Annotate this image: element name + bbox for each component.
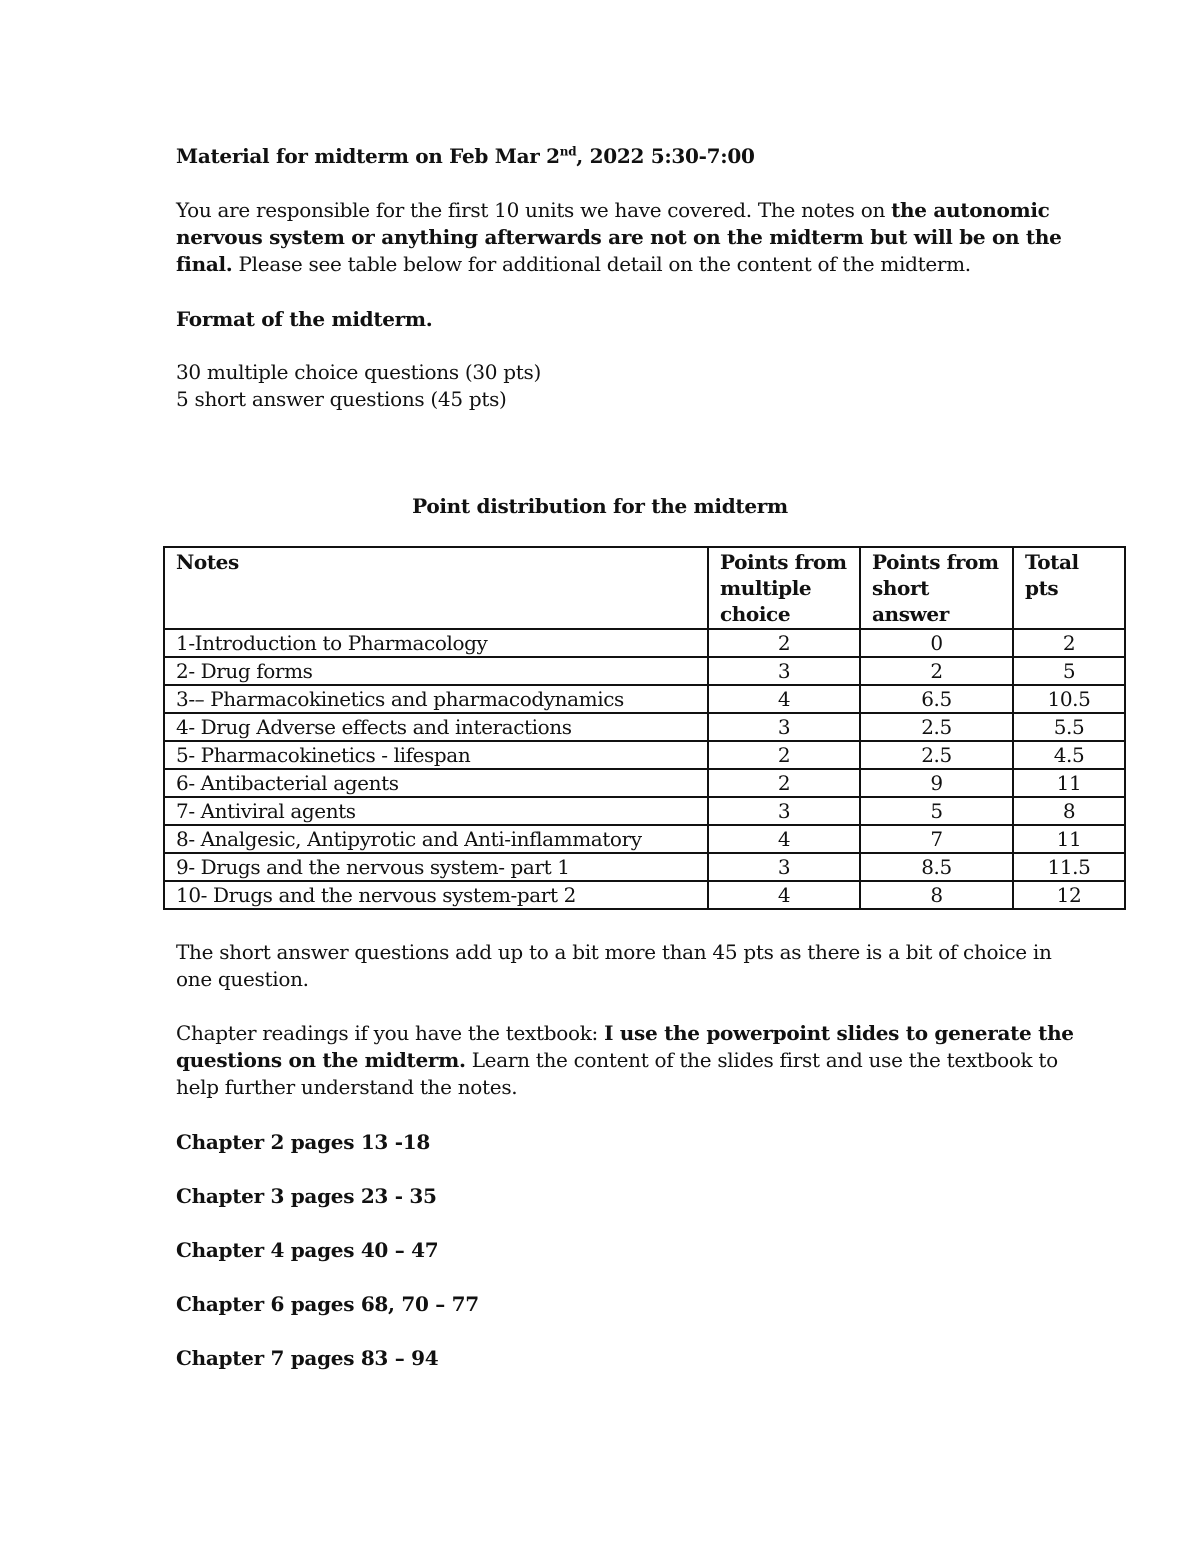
total-cell: 12	[1013, 881, 1125, 909]
short-answer-cell: 2.5	[860, 741, 1013, 769]
table-row	[164, 881, 1125, 909]
note-line-1: The short answer questions add up to a bit more than 45 pts as there is a bit of choice in	[176, 940, 1052, 964]
table-row	[164, 629, 1125, 657]
short-answer-cell: 7	[860, 825, 1013, 853]
multiple-choice-cell: 3	[708, 797, 860, 825]
short-answer-cell: 9	[860, 769, 1013, 797]
intro-line-1	[176, 197, 1050, 224]
total-cell: 5.5	[1013, 713, 1125, 741]
multiple-choice-cell: 3	[708, 657, 860, 685]
notes-cell: 1-Introduction to Pharmacology	[164, 629, 708, 657]
readings-bold-2: questions on the midterm.	[176, 1048, 466, 1072]
intro-line-3	[176, 251, 971, 278]
total-cell: 11.5	[1013, 853, 1125, 881]
total-cell: 11	[1013, 825, 1125, 853]
note-line-2: one question.	[176, 967, 309, 991]
multiple-choice-cell: 4	[708, 685, 860, 713]
header-total: Total pts	[1013, 547, 1125, 629]
table-body	[164, 629, 1125, 909]
title-superscript: nd	[559, 144, 577, 159]
intro-bold-3: final.	[176, 252, 233, 276]
title-prefix: Material for midterm on Feb Mar 2	[176, 144, 560, 168]
page-title	[176, 143, 755, 170]
format-item: 5 short answer questions (45 pts)	[176, 387, 507, 411]
table-row	[164, 713, 1125, 741]
table-row	[164, 685, 1125, 713]
notes-cell: 4- Drug Adverse effects and interactions	[164, 713, 708, 741]
multiple-choice-cell: 2	[708, 741, 860, 769]
readings-line-2	[176, 1047, 1058, 1074]
table-row	[164, 769, 1125, 797]
readings-bold-1: I use the powerpoint slides to generate the	[604, 1021, 1074, 1045]
intro-text-3: Please see table below for additional detail on the content of the midterm.	[232, 252, 971, 276]
multiple-choice-cell: 4	[708, 825, 860, 853]
multiple-choice-cell: 4	[708, 881, 860, 909]
readings-text-2: Learn the content of the slides first and use the textbook to	[465, 1048, 1058, 1072]
multiple-choice-cell: 2	[708, 769, 860, 797]
format-heading: Format of the midterm.	[176, 307, 433, 331]
multiple-choice-cell: 2	[708, 629, 860, 657]
chapter-item: Chapter 3 pages 23 - 35	[176, 1184, 437, 1208]
short-answer-cell: 8.5	[860, 853, 1013, 881]
chapter-item: Chapter 7 pages 83 – 94	[176, 1346, 439, 1370]
total-cell: 5	[1013, 657, 1125, 685]
table-title: Point distribution for the midterm	[412, 494, 788, 518]
short-answer-cell: 2	[860, 657, 1013, 685]
short-answer-cell: 8	[860, 881, 1013, 909]
short-answer-cell: 2.5	[860, 713, 1013, 741]
title-suffix: , 2022 5:30-7:00	[576, 144, 755, 168]
notes-cell: 2- Drug forms	[164, 657, 708, 685]
total-cell: 2	[1013, 629, 1125, 657]
header-multiple-choice: Points from multiple choice	[708, 547, 860, 629]
intro-text-1: You are responsible for the first 10 units we have covered. The notes on	[176, 198, 892, 222]
intro-line-2: nervous system or anything afterwards are not on the midterm but will be on the	[176, 225, 1062, 249]
total-cell: 4.5	[1013, 741, 1125, 769]
points-table	[163, 546, 1126, 910]
table-row	[164, 657, 1125, 685]
chapter-item: Chapter 6 pages 68, 70 – 77	[176, 1292, 479, 1316]
table-row	[164, 741, 1125, 769]
notes-cell: 9- Drugs and the nervous system- part 1	[164, 853, 708, 881]
readings-text-1: Chapter readings if you have the textbook:	[176, 1021, 605, 1045]
readings-line-3: help further understand the notes.	[176, 1075, 518, 1099]
notes-cell: 10- Drugs and the nervous system-part 2	[164, 881, 708, 909]
chapter-item: Chapter 4 pages 40 – 47	[176, 1238, 439, 1262]
table-row	[164, 825, 1125, 853]
intro-bold-1: the autonomic	[891, 198, 1050, 222]
short-answer-cell: 5	[860, 797, 1013, 825]
header-notes: Notes	[164, 547, 708, 629]
table-row	[164, 797, 1125, 825]
multiple-choice-cell: 3	[708, 853, 860, 881]
chapter-item: Chapter 2 pages 13 -18	[176, 1130, 430, 1154]
multiple-choice-cell: 3	[708, 713, 860, 741]
table-row	[164, 853, 1125, 881]
notes-cell: 7- Antiviral agents	[164, 797, 708, 825]
header-short-answer: Points from short answer	[860, 547, 1013, 629]
notes-cell: 5- Pharmacokinetics - lifespan	[164, 741, 708, 769]
short-answer-cell: 0	[860, 629, 1013, 657]
total-cell: 8	[1013, 797, 1125, 825]
format-item: 30 multiple choice questions (30 pts)	[176, 360, 541, 384]
notes-cell: 8- Analgesic, Antipyrotic and Anti-inflammatory	[164, 825, 708, 853]
total-cell: 10.5	[1013, 685, 1125, 713]
total-cell: 11	[1013, 769, 1125, 797]
table-header-row	[164, 547, 1125, 629]
notes-cell: 6- Antibacterial agents	[164, 769, 708, 797]
short-answer-cell: 6.5	[860, 685, 1013, 713]
readings-line-1	[176, 1020, 1074, 1047]
notes-cell: 3-– Pharmacokinetics and pharmacodynamics	[164, 685, 708, 713]
